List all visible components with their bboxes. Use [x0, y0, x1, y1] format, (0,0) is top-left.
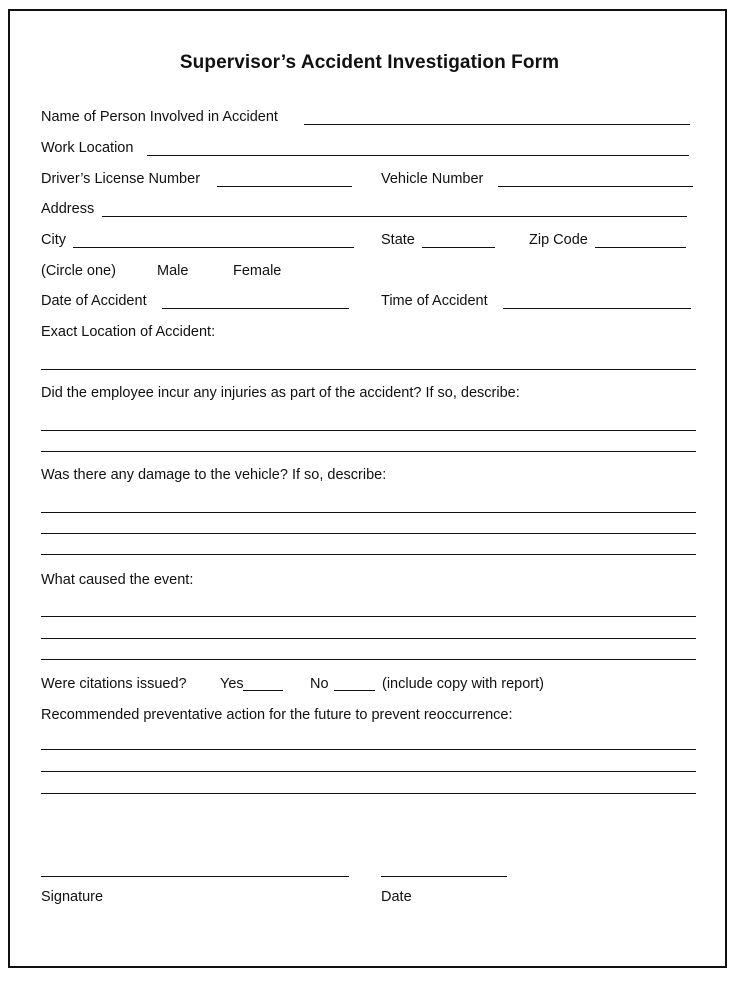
injuries-line[interactable] — [41, 430, 696, 431]
damage-line[interactable] — [41, 533, 696, 534]
drivers-license-label: Driver’s License Number — [41, 171, 201, 187]
work-location-field[interactable] — [147, 155, 689, 156]
cause-label: What caused the event: — [41, 572, 194, 588]
city-field[interactable] — [73, 247, 354, 248]
injuries-line[interactable] — [41, 451, 696, 452]
signature-label: Signature — [41, 889, 104, 905]
date-of-accident-field[interactable] — [162, 308, 349, 309]
recommended-action-line[interactable] — [41, 749, 696, 750]
signature-line[interactable] — [41, 876, 349, 877]
name-field[interactable] — [304, 124, 690, 125]
citations-no-field[interactable] — [334, 690, 375, 691]
drivers-license-field[interactable] — [217, 186, 352, 187]
citations-label: Were citations issued? — [41, 676, 187, 692]
male-option[interactable]: Male — [157, 263, 189, 279]
city-label: City — [41, 232, 66, 248]
state-field[interactable] — [422, 247, 495, 248]
sign-date-line[interactable] — [381, 876, 507, 877]
time-of-accident-field[interactable] — [503, 308, 691, 309]
female-option[interactable]: Female — [233, 263, 282, 279]
recommended-action-line[interactable] — [41, 771, 696, 772]
cause-line[interactable] — [41, 638, 696, 639]
citations-yes-label: Yes — [220, 676, 244, 692]
recommended-action-label: Recommended preventative action for the future to prevent reoccurrence: — [41, 707, 513, 723]
injuries-label: Did the employee incur any injuries as part of the accident? If so, describe: — [41, 385, 520, 401]
zip-label: Zip Code — [529, 232, 588, 248]
name-label: Name of Person Involved in Accident — [41, 109, 278, 125]
work-location-label: Work Location — [41, 140, 134, 156]
cause-line[interactable] — [41, 659, 696, 660]
time-of-accident-label: Time of Accident — [381, 293, 488, 309]
vehicle-number-label: Vehicle Number — [381, 171, 484, 187]
form-title: Supervisor’s Accident Investigation Form — [179, 52, 560, 73]
exact-location-line[interactable] — [41, 369, 696, 370]
exact-location-label: Exact Location of Accident: — [41, 324, 216, 340]
state-label: State — [381, 232, 415, 248]
zip-field[interactable] — [595, 247, 686, 248]
damage-line[interactable] — [41, 554, 696, 555]
cause-line[interactable] — [41, 616, 696, 617]
circle-one-label: (Circle one) — [41, 263, 116, 279]
damage-line[interactable] — [41, 512, 696, 513]
sign-date-label: Date — [381, 889, 412, 905]
citations-no-label: No — [310, 676, 329, 692]
recommended-action-line[interactable] — [41, 793, 696, 794]
vehicle-number-field[interactable] — [498, 186, 693, 187]
address-label: Address — [41, 201, 95, 217]
damage-label: Was there any damage to the vehicle? If so, describe: — [41, 467, 387, 483]
citations-yes-field[interactable] — [243, 690, 283, 691]
address-field[interactable] — [102, 216, 687, 217]
include-copy-note: (include copy with report) — [382, 676, 544, 692]
date-of-accident-label: Date of Accident — [41, 293, 147, 309]
